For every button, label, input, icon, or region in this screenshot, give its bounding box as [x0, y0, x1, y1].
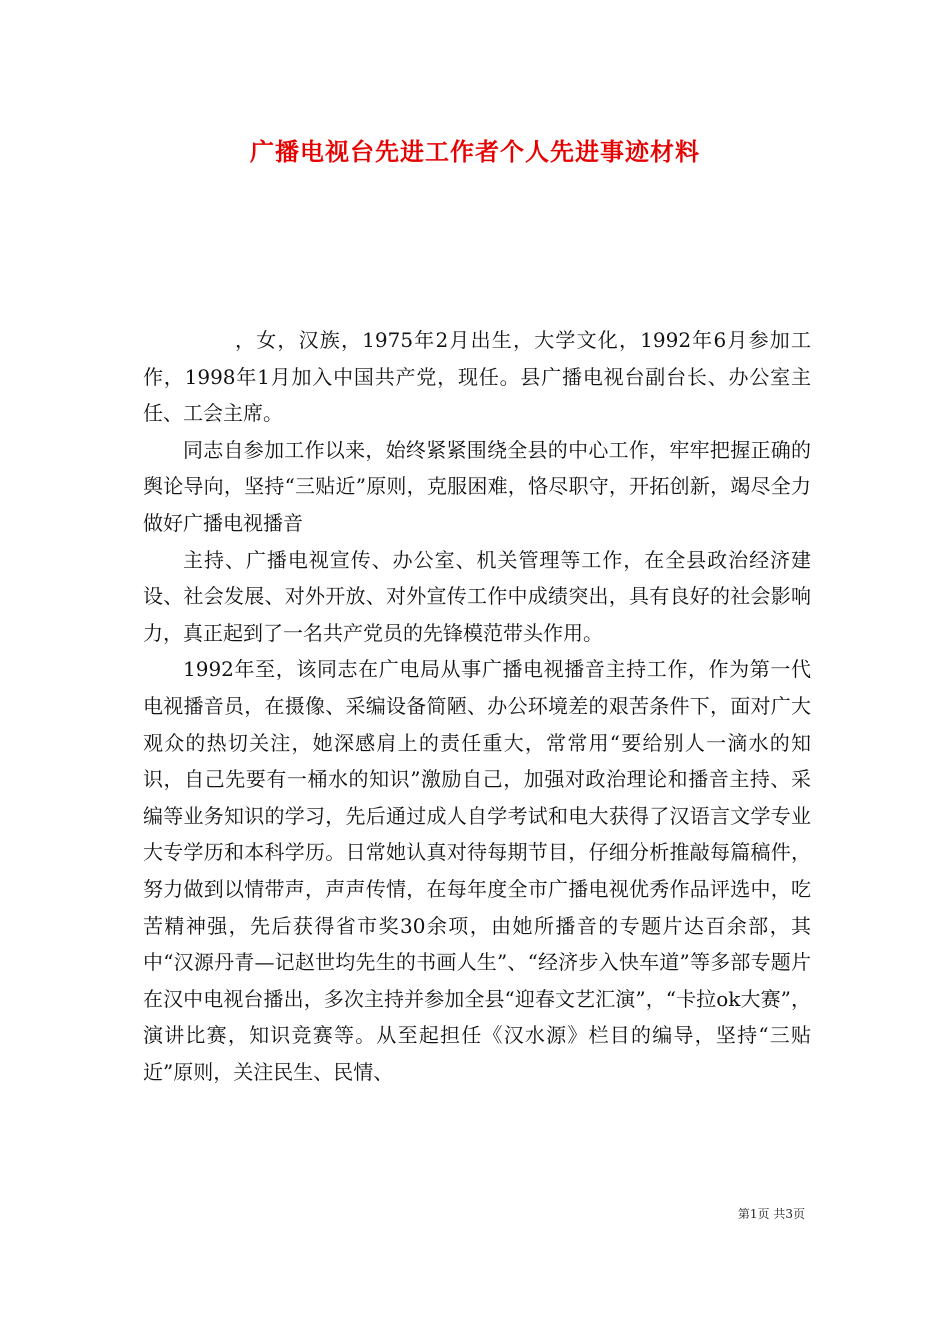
- page-footer: 第1页 共3页: [737, 1207, 805, 1221]
- paragraph-4: 1992年至，该同志在广电局从事广播电视播音主持工作，作为第一代电视播音员，在摄像、采编设备简陋、办公环境差的艰苦条件下，面对广大观众的热切关注，她深感肩上的责任重大，常常用“要给别人一滴水的知识，自己先要有一桶水的知识”激励自己，加强对政治理论和播音主持、采编等业务知识的学习，先后通过成人自学考试和电大获得了汉语言文学专业大专学历和本科学历。日常她认真对待每期节目，仔细分析推敲每篇稿件，努力做到以情带声，声声传情，在每年度全市广播电视优秀作品评选中，吃苦精神强，先后获得省市奖30余项，由她所播音的专题片达百余部，其中“汉源丹青—记赵世均先生的书画人生”、“经济步入快车道”等多部专题片在汉中电视台播出，多次主持并参加全县“迎春文艺汇演”，“卡拉ok大赛”，演讲比赛，知识竞赛等。从至起担任《汉水源》栏目的编导，坚持“三贴近”原则，关注民生、民情、: [143, 657, 811, 1084]
- document-body: [143, 322, 811, 1090]
- paragraph-2: 同志自参加工作以来，始终紧紧围绕全县的中心工作，牢牢把握正确的舆论导向，坚持“三贴近”原则，克服困难，恪尽职守，开拓创新，竭尽全力做好广播电视播音: [143, 437, 811, 535]
- paragraph-1: ，女，汉族，1975年2月出生，大学文化，1992年6月参加工作，1998年1月加入中国共产党，现任。县广播电视台副台长、办公室主任、工会主席。: [143, 328, 811, 426]
- paragraph-3: 主持、广播电视宣传、办公室、机关管理等工作，在全县政治经济建设、社会发展、对外开放、对外宣传工作中成绩突出，具有良好的社会影响力，真正起到了一名共产党员的先锋模范带头作用。: [143, 547, 811, 645]
- document-title: 广播电视台先进工作者个人先进事迹材料: [250, 137, 700, 166]
